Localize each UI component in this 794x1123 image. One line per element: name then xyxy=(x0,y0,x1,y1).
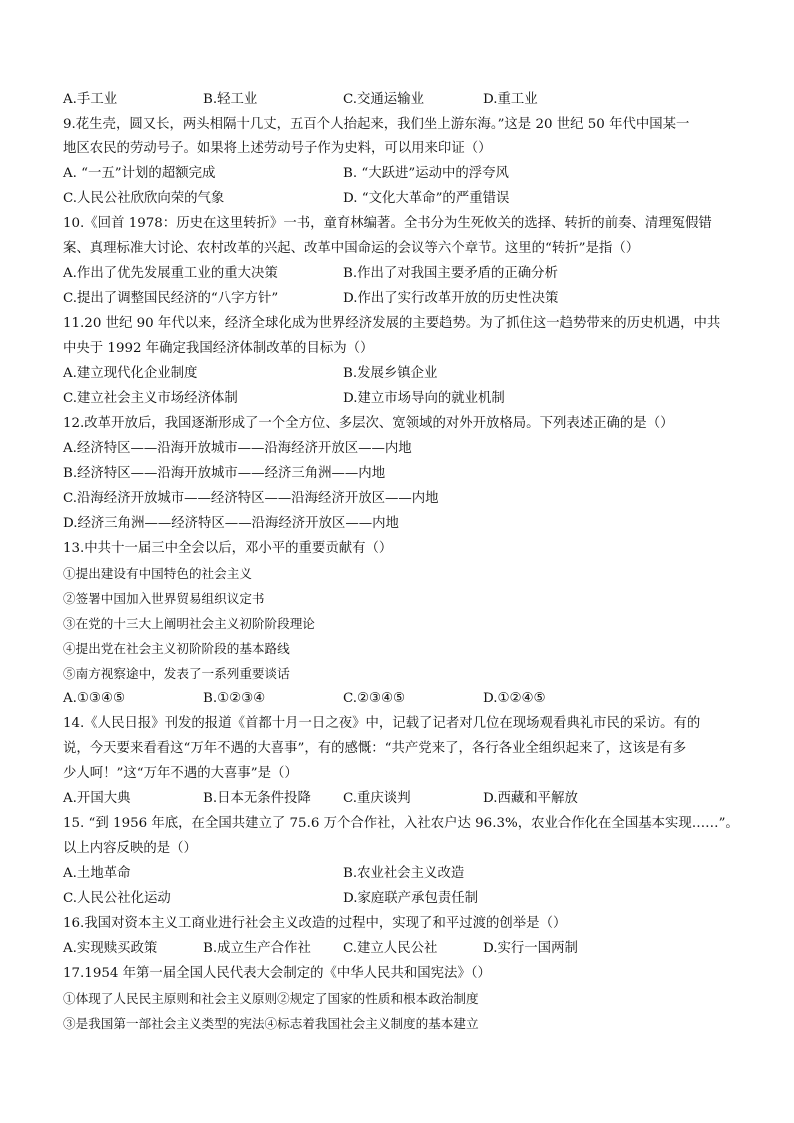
q11-stem-line2: 中央于 1992 年确定我国经济体制改革的目标为（） xyxy=(63,341,374,356)
q14-stem-line1: 14.《人民日报》刊发的报道《首都十月一日之夜》中，记载了记者对几位在现场观看典礼市民的采访。有的 xyxy=(63,716,701,731)
q12-option-a: A.经济特区——沿海开放城市——沿海经济开放区——内地 xyxy=(63,441,412,456)
q13-option-a: A.①③④⑤ xyxy=(63,691,125,706)
q16-stem-line1: 16.我国对资本主义工商业进行社会主义改造的过程中，实现了和平过渡的创举是（） xyxy=(63,916,567,931)
q9-option-d: D. “文化大革命”的严重错误 xyxy=(343,191,510,206)
q15-option-a: A.土地革命 xyxy=(63,866,131,881)
q14-option-c: C.重庆谈判 xyxy=(343,791,411,806)
q10-stem-line2: 案、真理标准大讨论、农村改革的兴起、改革中国命运的会议等六个章节。这里的“转折”是指（） xyxy=(63,241,640,256)
q12-option-c: C.沿海经济开放城市——经济特区——沿海经济开放区——内地 xyxy=(63,491,439,506)
q9-option-a: A. “一五”计划的超额完成 xyxy=(63,166,216,181)
q16-option-c: C.建立人民公社 xyxy=(343,941,438,956)
q9-stem-line2: 地区农民的劳动号子。如果将上述劳动号子作为史料，可以用来印证（） xyxy=(63,141,492,156)
q11-option-a: A.建立现代化企业制度 xyxy=(63,366,198,381)
q13-item-1: ①提出建设有中国特色的社会主义 xyxy=(63,566,252,581)
q13-item-3: ③在党的十三大上阐明社会主义初阶阶段理论 xyxy=(63,616,315,631)
q12-stem-line1: 12.改革开放后，我国逐渐形成了一个全方位、多层次、宽领域的对外开放格局。下列表述正确的是（） xyxy=(63,416,674,431)
q13-stem-line1: 13.中共十一届三中全会以后，邓小平的重要贡献有（） xyxy=(63,541,393,556)
q15-option-b: B.农业社会主义改造 xyxy=(343,866,465,881)
q8-option-a: A.手工业 xyxy=(63,92,118,107)
q10-option-d: D.作出了实行改革开放的历史性决策 xyxy=(343,291,559,306)
q8-option-c: C.交通运输业 xyxy=(343,92,424,107)
q10-option-b: B.作出了对我国主要矛盾的正确分析 xyxy=(343,266,558,281)
q11-stem-line1: 11.20 世纪 90 年代以来，经济全球化成为世界经济发展的主要趋势。为了抓住这一趋势带来的历史机遇，中共 xyxy=(63,316,721,331)
q16-option-a: A.实现赎买政策 xyxy=(63,941,158,956)
q13-item-5: ⑤南方视察途中，发表了一系列重要谈话 xyxy=(63,666,290,681)
q15-option-c: C.人民公社化运动 xyxy=(63,891,171,906)
q9-option-b: B. “大跃进”运动中的浮夸风 xyxy=(343,166,509,181)
q10-option-c: C.提出了调整国民经济的“八字方针” xyxy=(63,291,279,306)
q15-stem-line1: 15. “到 1956 年底，在全国共建立了 75.6 万个合作社，入社农户达 96.3%，农业合作化在全国基本实现……”。 xyxy=(63,816,739,831)
q8-option-d: D.重工业 xyxy=(483,92,538,107)
q14-stem-line2: 说，今天要来看看这“万年不遇的大喜事”，有的感慨：“共产党来了，各行各业全组织起来了，这该是有多 xyxy=(63,741,687,756)
q13-item-4: ④提出党在社会主义初阶阶段的基本路线 xyxy=(63,641,290,656)
q13-option-c: C.②③④⑤ xyxy=(343,691,406,706)
q14-option-d: D.西藏和平解放 xyxy=(483,791,578,806)
q12-option-b: B.经济特区——沿海开放城市——经济三角洲——内地 xyxy=(63,466,386,481)
q10-option-a: A.作出了优先发展重工业的重大决策 xyxy=(63,266,278,281)
q9-stem-line1: 9.花生壳，圆又长，两头相隔十几丈，五百个人抬起来，我们坐上游东海。”这是 20 世纪 50 年代中国某一 xyxy=(63,117,690,132)
q9-option-c: C.人民公社欣欣向荣的气象 xyxy=(63,191,225,206)
q17-item-line1: ①体现了人民民主原则和社会主义原则②规定了国家的性质和根本政治制度 xyxy=(63,991,479,1006)
q13-option-d: D.①②④⑤ xyxy=(483,691,546,706)
q17-item-line2: ③是我国第一部社会主义类型的宪法④标志着我国社会主义制度的基本建立 xyxy=(63,1016,479,1031)
q17-stem-line1: 17.1954 年第一届全国人民代表大会制定的《中华人民共和国宪法》（） xyxy=(63,966,491,981)
q11-option-c: C.建立社会主义市场经济体制 xyxy=(63,391,238,406)
q15-option-d: D.家庭联产承包责任制 xyxy=(343,891,479,906)
q14-option-b: B.日本无条件投降 xyxy=(203,791,311,806)
q16-option-b: B.成立生产合作社 xyxy=(203,941,311,956)
q11-option-b: B.发展乡镇企业 xyxy=(343,366,438,381)
q14-option-a: A.开国大典 xyxy=(63,791,131,806)
q13-option-b: B.①②③④ xyxy=(203,691,266,706)
q10-stem-line1: 10.《回首 1978：历史在这里转折》一书，童育林编著。全书分为生死攸关的选择、转折的前奏、清理冤假错 xyxy=(63,216,712,231)
q11-option-d: D.建立市场导向的就业机制 xyxy=(343,391,505,406)
q8-option-b: B.轻工业 xyxy=(203,92,258,107)
q16-option-d: D.实行一国两制 xyxy=(483,941,578,956)
q15-stem-line2: 以上内容反映的是（） xyxy=(63,841,197,856)
q14-stem-line3: 少人呵！”这“万年不遇的大喜事”是（） xyxy=(63,766,298,781)
q12-option-d: D.经济三角洲——经济特区——沿海经济开放区——内地 xyxy=(63,516,399,531)
q13-item-2: ②签署中国加入世界贸易组织议定书 xyxy=(63,591,265,606)
